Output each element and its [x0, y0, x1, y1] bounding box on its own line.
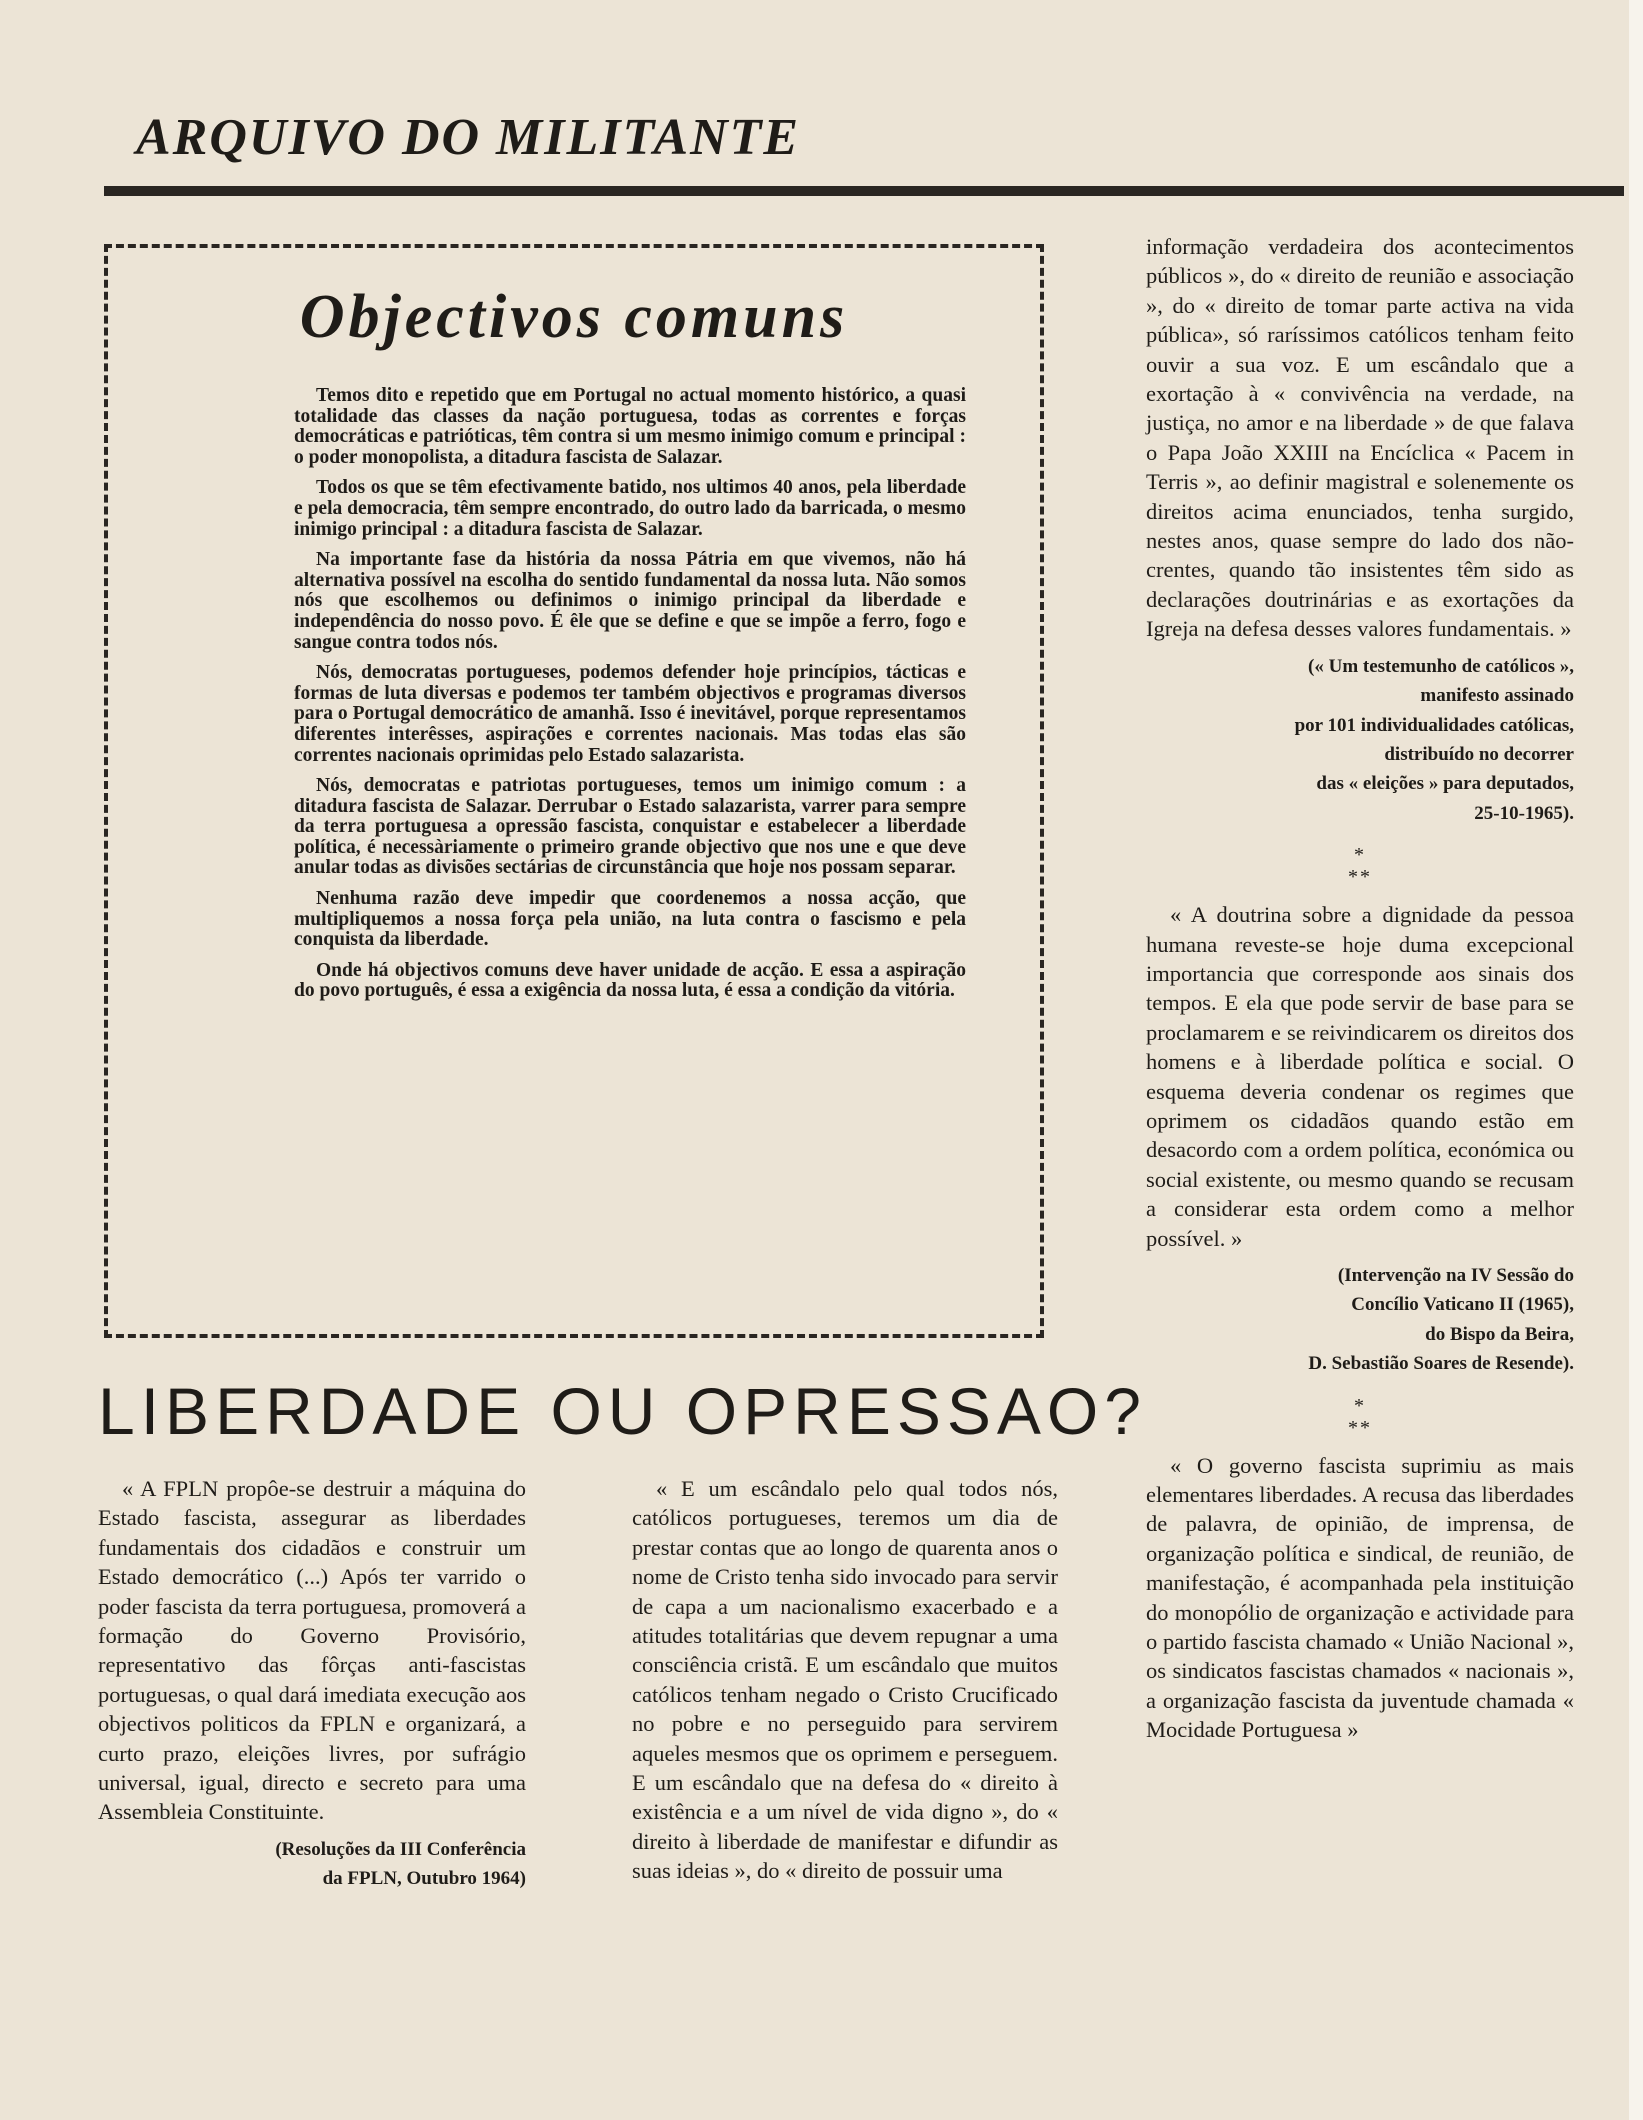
column-catholic-testimony [632, 1474, 1058, 1886]
citation-line: (« Um testemunho de católicos », [1308, 655, 1574, 677]
main-headline: LIBERDADE OU OPRESSAO? [98, 1374, 1147, 1448]
citation-line: D. Sebastião Soares de Resende). [1308, 1353, 1574, 1375]
boxed-article-paragraph: Temos dito e repetido que em Portugal no actual momento histórico, a quasi totalidade das classes da nação portuguesa, todas as correntes e forças democráticas e patrióticas, têm contra si um mesmo inimigo comum e principal : o poder monopolista, a ditadura fascista de Salazar. [294, 385, 966, 468]
boxed-article [104, 244, 1044, 1338]
boxed-article-paragraph: Na importante fase da história da nossa Pátria em que vivemos, não há alternativa possível na escolha do sentido fundamental da nossa luta. Não somos nós que escolhemos ou definimos o inimigo principal da liberdade e independência do nosso povo. É êle que se define e que se impõe a ferro, fogo e sangue contra todos nós. [294, 549, 966, 653]
citation-line: 25-10-1965). [1474, 802, 1574, 824]
citation-line: (Intervenção na IV Sessão do [1337, 1265, 1574, 1286]
asterism-separator: * ** [1348, 844, 1372, 889]
page-header-title: ARQUIVO DO MILITANTE [136, 109, 801, 166]
quote-citation [98, 1835, 526, 1894]
boxed-article-paragraph: Onde há objectivos comuns deve haver unidade de acção. E essa a aspiração do povo português, é essa a exigência da nossa luta, é essa a condição da vitória. [294, 959, 966, 1002]
citation-line: do Bispo da Beira, [1425, 1323, 1574, 1345]
quote-text: « E um escândalo pelo qual todos nós, católicos portugueses, teremos um dia de prestar contas que ao longo de quarenta anos o nome de Cristo tenha sido invocado para servir de capa a um nacionalismo exacerbado e a atitudes totalitárias que devem repugnar a uma consciência cristã. E um escândalo que muitos católicos tenham negado o Cristo Crucificado no pobre e no perseguido para servirem aqueles mesmos que os oprimem e perseguem. E um escândalo que na defesa do « direito à existência e a um nível de vida digno », do « direito à liberdade de manifestar e difundir as suas ideias », do « direito de possuir uma [632, 1476, 1058, 1884]
citation-line: (Resoluções da III Conferência [275, 1838, 526, 1860]
citation-line: das « eleições » para deputados, [1316, 773, 1574, 795]
quote-citation [1146, 1261, 1574, 1379]
boxed-article-paragraph: Nós, democratas e patriotas portugueses, temos um inimigo comum : a ditadura fascista de Salazar. Derrubar o Estado salazarista, varrer para sempre da terra portuguesa a opressão fascista, conquistar e estabelecer a liberdade política, é necessàriamente o primeiro grande objectivo que nos une e que deve anular todas as divisões sectárias de circunstância que hoje nos possam separar. [294, 775, 966, 879]
page-edge [1629, 0, 1643, 2120]
quote-text: « A doutrina sobre a dignidade da pessoa humana reveste-se hoje duma excepcional importancia que corresponde aos sinais dos tempos. E ela que pode servir de base para se proclamarem e se reivindicarem os direitos dos homens e à liberdade política e social. O esquema deveria condenar os regimes que oprimem os cidadãos quando estão em desacordo com a ordem política, económica ou social existente, ou mesmo quando se recusam a considerar esta ordem como a melhor possível. » [1146, 902, 1574, 1251]
boxed-article-body [294, 386, 966, 1012]
quote-citation [1146, 652, 1574, 828]
boxed-article-paragraph: Nós, democratas portugueses, podemos defender hoje princípios, tácticas e formas de luta diversas e podemos ter também objectivos e programas diversos para o Portugal democrático de amanhã. Isso é inevitável, porque representamos diferentes interêsses, aspirações e correntes nacionais. Mas todas elas são correntes nacionais oprimidas pelo Estado salazarista. [294, 662, 966, 766]
quote-text-continued: informação verdadeira dos acontecimentos públicos », do « direito de reunião e associação », do « direito de tomar parte activa na vida pública», só raríssimos católicos tenham feito ouvir a sua voz. E um escândalo que a exortação à « convivência na verdade, na justiça, no amor e na liberdade » de que falava o Papa João XXIII na Encíclica « Pacem in Terris », ao definir magistral e solenemente os direitos acima enunciados, tenha surgido, nestes anos, quase sempre do lado dos não-crentes, quando tão insistentes têm sido as declarações doutrinárias e as exortações da Igreja na defesa desses valores fundamentais. » [1146, 234, 1574, 642]
citation-line: por 101 individualidades católicas, [1294, 714, 1574, 736]
boxed-article-title: Objectivos comuns [299, 283, 849, 351]
citation-line: Concílio Vaticano II (1965), [1351, 1294, 1574, 1316]
asterism-separator: * ** [1348, 1394, 1372, 1439]
boxed-article-paragraph: Nenhuma razão deve impedir que coordenemos a nossa acção, que multipliquemos a nossa força pela união, na luta contra o fascismo e pela conquista da liberdade. [294, 888, 966, 951]
citation-line: manifesto assinado [1420, 685, 1574, 707]
citation-line: da FPLN, Outubro 1964) [322, 1868, 526, 1890]
boxed-article-paragraph: Todos os que se têm efectivamente batido, nos ultimos 40 anos, pela liberdade e pela democracia, têm sempre encontrado, do outro lado da barricada, o mesmo inimigo principal : a ditadura fascista de Salazar. [294, 477, 966, 540]
citation-line: distribuído no decorrer [1384, 743, 1574, 765]
column-right [1146, 232, 1574, 1745]
header-rule [104, 186, 1624, 196]
quote-text: « A FPLN propôe-se destruir a máquina do Estado fascista, assegurar as liberdades fundamentais dos cidadãos e construir um Estado democrático (...) Após ter varrido o poder fascista da terra portuguesa, promoverá a formação do Governo Provisório, representativo das fôrças anti-fascistas portuguesas, o qual dará imediata execução aos objectivos politicos da FPLN e organizará, a curto prazo, eleições livres, por sufrágio universal, igual, directo e secreto para uma Assembleia Constituinte. [98, 1476, 526, 1825]
quote-text: « O governo fascista suprimiu as mais elementares liberdades. A recusa das liberdades de palavra, de opinião, de imprensa, de organização política e sindical, de reunião, de manifestação, é acompanhada pela instituição do monopólio de organização e actividade para o partido fascista chamado « União Nacional », os sindicatos fascistas chamados « nacionais », a organização fascista da juventude chamada « Mocidade Portuguesa » [1146, 1452, 1574, 1743]
column-fpln-quote [98, 1474, 526, 1894]
